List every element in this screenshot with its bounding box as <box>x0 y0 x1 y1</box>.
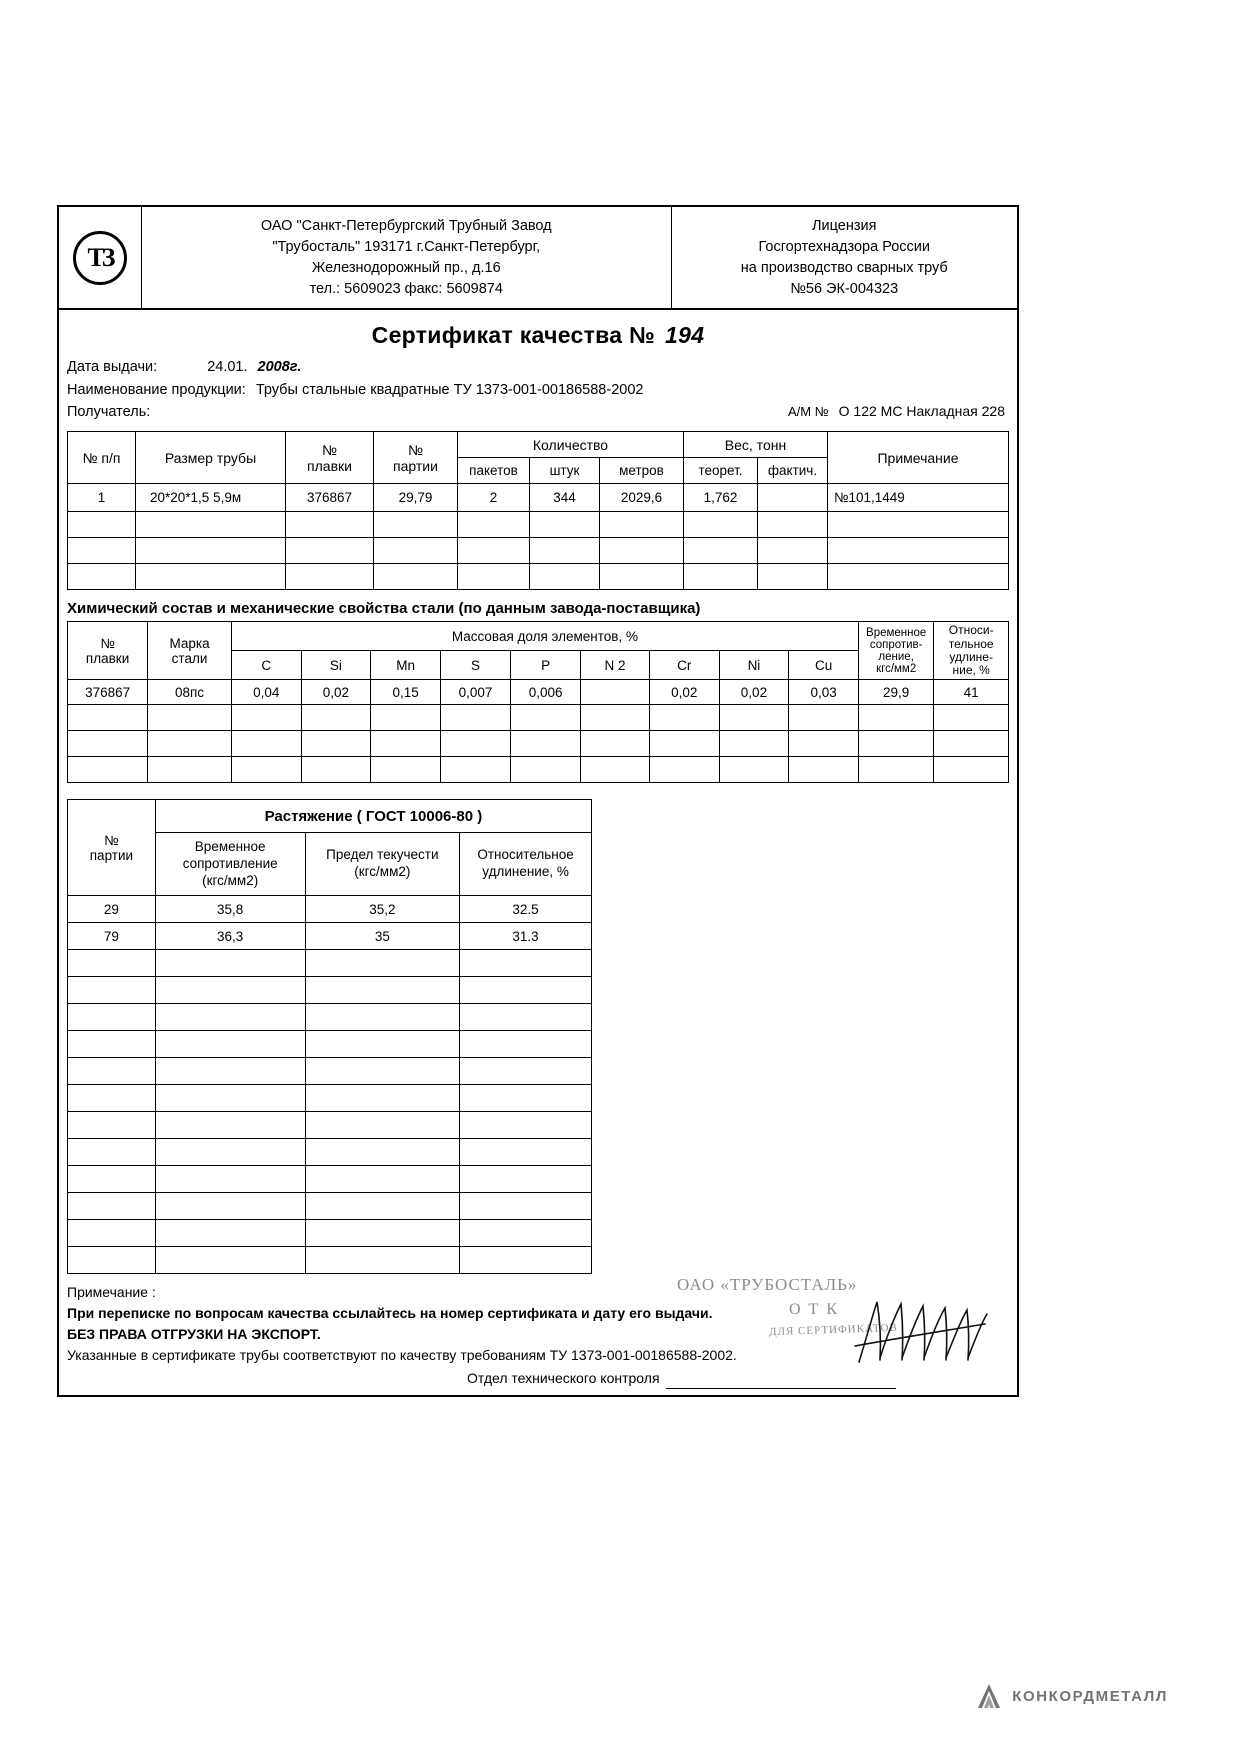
table-row-empty <box>68 1166 592 1193</box>
cell-size: 20*20*1,5 5,9м <box>136 484 286 512</box>
table-row <box>68 923 592 950</box>
company-line-3: Железнодорожный пр., д.16 <box>311 260 501 277</box>
table-row <box>68 680 1009 705</box>
table-row-empty <box>68 1085 592 1112</box>
th-el-mn: Mn <box>371 651 441 680</box>
th-el-cu: Cu <box>789 651 859 680</box>
cell-cr: 0,02 <box>649 680 719 705</box>
th-heat: № плавки <box>286 432 374 484</box>
th-el-cr: Cr <box>649 651 719 680</box>
tensile-table-wrapper <box>59 783 1017 1274</box>
cell-tensile: 36,3 <box>155 923 305 950</box>
cell-pieces: 344 <box>530 484 600 512</box>
cell-meters: 2029,6 <box>600 484 684 512</box>
vehicle-value: О 122 МС Накладная 228 <box>838 403 1005 419</box>
page-title <box>59 310 1017 356</box>
cell-ni: 0,02 <box>719 680 789 705</box>
table-row-empty <box>68 538 1009 564</box>
cell-heat: 376867 <box>68 680 148 705</box>
company-details <box>142 207 672 308</box>
cell-lot: 29,79 <box>374 484 458 512</box>
th-el-c: C <box>231 651 301 680</box>
shipment-table-wrapper <box>59 425 1017 590</box>
vehicle-info <box>788 401 1005 423</box>
cell-s: 0,007 <box>440 680 510 705</box>
table-row-empty <box>68 1031 592 1058</box>
stamp-line-2: О Т К <box>789 1301 839 1319</box>
th-yield-strength: Предел текучести (кгс/мм2) <box>305 833 460 896</box>
vehicle-label: А/М № <box>787 404 829 419</box>
chemical-table-wrapper <box>59 621 1017 783</box>
th-note: Примечание <box>828 432 1009 484</box>
cell-yield: 35 <box>305 923 460 950</box>
cell-tensile: 29,9 <box>858 680 933 705</box>
th-tensile-title: Растяжение ( ГОСТ 10006-80 ) <box>155 800 591 833</box>
license-line-2: Госгортехнадзора России <box>758 239 930 256</box>
cell-elongation: 41 <box>934 680 1009 705</box>
license-line-1: Лицензия <box>812 218 877 234</box>
watermark-text: КОНКОРДМЕТАЛЛ <box>1012 1687 1168 1705</box>
page-title-text: Сертификат качества № <box>371 322 656 349</box>
table-row-empty <box>68 564 1009 590</box>
cell-elongation: 31.3 <box>460 923 592 950</box>
otk-signature-line <box>67 1368 1009 1389</box>
issue-date-label: Дата выдачи: <box>67 359 158 376</box>
table-header-row <box>68 432 1009 458</box>
th-elongation: Относительное удлинение, % <box>460 833 592 896</box>
company-line-4: тел.: 5609023 факс: 5609874 <box>309 281 503 298</box>
watermark <box>976 1682 1168 1710</box>
cell-tensile: 35,8 <box>155 896 305 923</box>
table-row-empty <box>68 950 592 977</box>
th-elongation: Относи- тельное удлине- ние, % <box>934 622 1009 680</box>
notes-line-3: Указанные в сертификате трубы соответствуют по качеству требованиям ТУ 1373-001-00186588-2002. <box>67 1347 737 1364</box>
table-row-empty <box>68 1193 592 1220</box>
table-row-empty <box>68 1247 592 1274</box>
cell-elongation: 32.5 <box>460 896 592 923</box>
product-row <box>67 379 1009 401</box>
watermark-logo-icon <box>976 1682 1002 1710</box>
cell-np: 1 <box>68 484 136 512</box>
th-pieces: штук <box>530 458 600 484</box>
product-label: Наименование продукции: <box>67 381 246 398</box>
cell-note: №101,1449 <box>828 484 1009 512</box>
table-row <box>68 896 592 923</box>
cell-fact <box>758 484 828 512</box>
th-el-s: S <box>440 651 510 680</box>
th-el-p: P <box>511 651 581 680</box>
issue-date-value: 24.01. 2008г. <box>207 359 302 376</box>
license-line-4: №56 ЭК-004323 <box>790 281 899 298</box>
stamp-line-1: ОАО «ТРУБОСТАЛЬ» <box>677 1275 858 1295</box>
th-lot: № партии <box>68 800 156 896</box>
table-row-empty <box>68 731 1009 757</box>
table-row-empty <box>68 1004 592 1031</box>
th-weight: Вес, тонн <box>684 432 828 458</box>
certificate-document <box>57 205 1019 1397</box>
chemical-section-title: Химический состав и механические свойства стали (по данным завода-поставщика) <box>67 600 701 618</box>
th-tensile-strength: Временное сопротивление (кгс/мм2) <box>155 833 305 896</box>
th-el-si: Si <box>301 651 371 680</box>
th-size: Размер трубы <box>136 432 286 484</box>
cell-heat: 376867 <box>286 484 374 512</box>
product-value: Трубы стальные квадратные ТУ 1373-001-00186588-2002 <box>255 381 644 398</box>
table-row-empty <box>68 977 592 1004</box>
license-line-3: на производство сварных труб <box>740 260 948 277</box>
th-grade: Марка стали <box>148 622 232 680</box>
cell-grade: 08пс <box>148 680 232 705</box>
company-line-1: ОАО "Санкт-Петербургский Трубный Завод <box>260 218 552 234</box>
th-heat: № плавки <box>68 622 148 680</box>
th-quantity: Количество <box>458 432 684 458</box>
document-header <box>59 207 1017 310</box>
th-theor: теорет. <box>684 458 758 484</box>
table-row <box>68 484 1009 512</box>
table-row-empty <box>68 705 1009 731</box>
table-row-empty <box>68 1220 592 1247</box>
certificate-meta <box>59 356 1017 425</box>
footer-notes <box>59 1274 1017 1395</box>
cell-mn: 0,15 <box>371 680 441 705</box>
cell-yield: 35,2 <box>305 896 460 923</box>
cell-lot: 79 <box>68 923 156 950</box>
table-row-empty <box>68 1112 592 1139</box>
receiver-row <box>67 401 1009 423</box>
table-row-empty <box>68 757 1009 783</box>
cell-n2 <box>581 680 650 705</box>
th-el-n2: N 2 <box>581 651 650 680</box>
issue-year-value: 2008г. <box>257 359 302 376</box>
license-details <box>672 207 1018 308</box>
table-row-empty <box>68 512 1009 538</box>
notes-line-1: При переписке по вопросам качества ссылайтесь на номер сертификата и дату его выдачи. <box>67 1305 713 1322</box>
tensile-table <box>67 799 592 1274</box>
th-packs: пакетов <box>458 458 530 484</box>
shipment-table <box>67 431 1009 590</box>
th-tensile: Временное сопротив- ление, кгс/мм2 <box>858 622 933 680</box>
th-fact: фактич. <box>758 458 828 484</box>
otk-label: Отдел технического контроля <box>467 1370 660 1387</box>
th-meters: метров <box>600 458 684 484</box>
cell-cu: 0,03 <box>789 680 859 705</box>
cell-p: 0,006 <box>511 680 581 705</box>
company-logo <box>59 207 142 308</box>
cell-c: 0,04 <box>231 680 301 705</box>
signature-underline <box>666 1374 896 1389</box>
cell-si: 0,02 <box>301 680 371 705</box>
notes-line-2: БЕЗ ПРАВА ОТГРУЗКИ НА ЭКСПОРТ. <box>67 1326 321 1343</box>
th-el-ni: Ni <box>719 651 789 680</box>
table-row-empty <box>68 1139 592 1166</box>
notes-title: Примечание : <box>67 1284 156 1301</box>
table-header-row <box>68 800 592 833</box>
issue-date-row <box>67 356 1009 378</box>
cell-lot: 29 <box>68 896 156 923</box>
table-header-row <box>68 622 1009 651</box>
logo-mark: ТЗ <box>73 231 127 285</box>
chemical-table <box>67 621 1009 783</box>
receiver-label: Получатель: <box>67 404 151 420</box>
th-mass-fraction: Массовая доля элементов, % <box>231 622 858 651</box>
cell-packs: 2 <box>458 484 530 512</box>
table-row-empty <box>68 1058 592 1085</box>
certificate-number: 194 <box>665 322 705 349</box>
stamp-line-3: ДЛЯ СЕРТИФИКАТОВ <box>768 1321 898 1339</box>
cell-theor: 1,762 <box>684 484 758 512</box>
company-line-2: "Трубосталь" 193171 г.Санкт-Петербург, <box>272 239 541 256</box>
th-lot: № партии <box>374 432 458 484</box>
th-np: № п/п <box>68 432 136 484</box>
